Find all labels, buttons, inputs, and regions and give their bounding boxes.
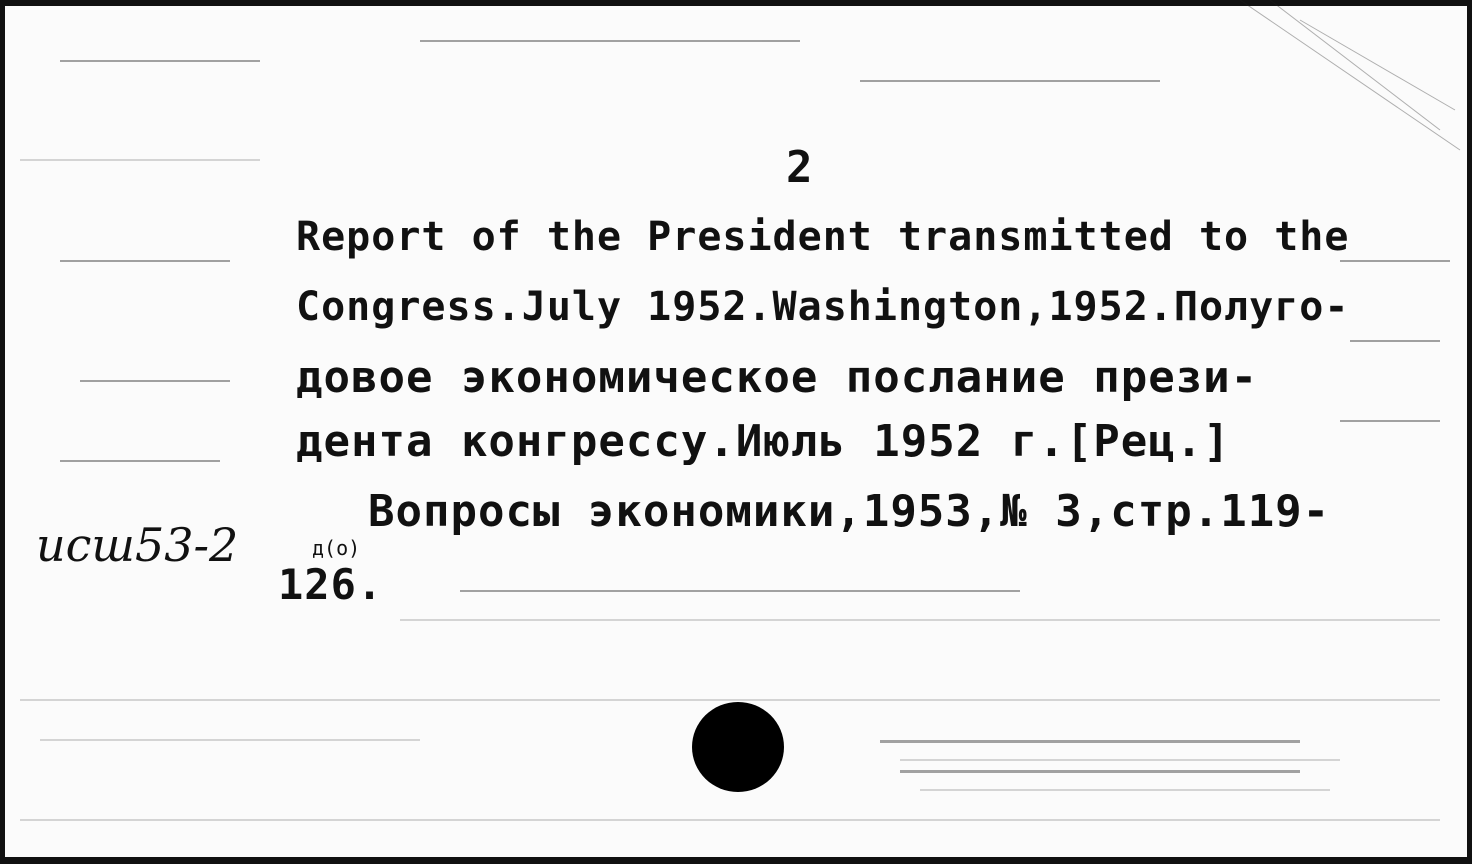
card-text-line-6: 126. xyxy=(278,560,384,609)
shelfmark-suffix: д(о) xyxy=(312,536,361,560)
handwritten-shelfmark: исш53-2 xyxy=(36,518,239,572)
card-text-line-3: довое экономическое послание прези- xyxy=(296,352,1259,403)
card-text-line-2: Congress.July 1952.Washington,1952.Полуго- xyxy=(296,284,1350,330)
card-text-line-4: дента конгрессу.Июль 1952 г.[Рец.] xyxy=(296,416,1231,467)
card-text-line-1: Report of the President transmitted to the xyxy=(296,214,1350,260)
card-text-line-5: Вопросы экономики,1953,№ 3,стр.119- xyxy=(368,486,1331,537)
scratch-line xyxy=(1240,0,1460,150)
punch-hole xyxy=(692,702,784,792)
card-number: 2 xyxy=(786,142,814,193)
